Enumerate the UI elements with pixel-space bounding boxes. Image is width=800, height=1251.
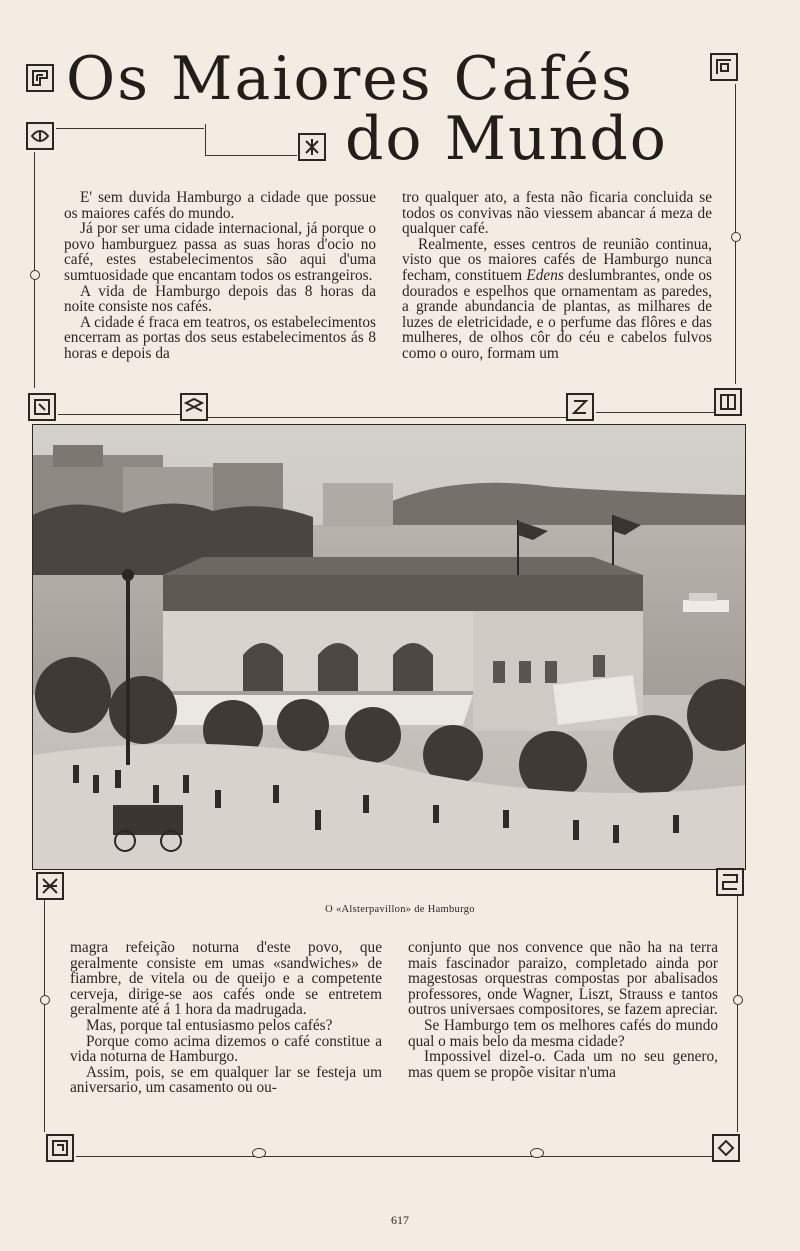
- ornament-corner-icon: [712, 1134, 740, 1162]
- ornament-bead-icon: [252, 1148, 266, 1158]
- ornament-corner-icon: [26, 64, 54, 92]
- ornament-rule: [205, 124, 206, 156]
- italic-term: Edens: [526, 266, 564, 284]
- paragraph: magra refeição noturna d'este povo, que geralmente consiste em umas «sandwiches» de fiambre, de vitela ou de queijo e a competente cerveja, dirige-se aos cafés onde se entretem geralmente até á 1 hora da madrugada.: [70, 939, 382, 1019]
- ornament-bead-icon: [30, 270, 40, 280]
- paragraph: Porque como acima dizemos o café constitue a vida noturna de Hamburgo.: [70, 1032, 382, 1066]
- paragraph: Se Hamburgo tem os melhores cafés do mundo qual o mais belo da mesma cidade?: [408, 1016, 718, 1050]
- paragraph: A cidade é fraca em teatros, os estabelecimentos encerram as portas dos seus estabelecimentos ás 8 horas e depois da: [64, 313, 376, 362]
- photo-alsterpavillon: [32, 424, 746, 870]
- page-number: 617: [391, 1213, 409, 1227]
- paragraph: conjunto que nos convence que não ha na terra mais fascinador paraizo, completado ainda por magestosas orquestras compostas por abalisados professores, onde Wagner, Liszt, Strauss e tantos outros universaes compositores, se fazem apreciar.: [408, 939, 718, 1019]
- page-title-line-2: do Mundo: [345, 104, 668, 174]
- ornament-bead-icon: [530, 1148, 544, 1158]
- ornament-corner-icon: [716, 868, 744, 896]
- ornament-bead-icon: [733, 995, 743, 1005]
- ornament-bead-icon: [40, 995, 50, 1005]
- ornament-corner-icon: [46, 1134, 74, 1162]
- text-column-bottom-left: [70, 940, 382, 1096]
- text-column-top-left: [64, 190, 376, 362]
- text-span: Realmente, esses centros de reunião continua, visto que os maiores cafés de Hamburgo nunca fecham, constituem: [402, 235, 712, 284]
- photo-caption: O «Alsterpavillon» de Hamburgo: [325, 904, 475, 915]
- ornament-corner-icon: [714, 388, 742, 416]
- ornament-rule: [208, 417, 566, 418]
- ornament-knot-icon: [180, 393, 208, 421]
- ornament-corner-icon: [36, 872, 64, 900]
- text-column-top-right: [402, 190, 712, 362]
- ornament-rule: [205, 155, 297, 156]
- ornament-rule: [737, 896, 738, 1132]
- ornament-rule: [56, 128, 204, 129]
- paragraph: tro qualquer ato, a festa não ficaria concluida se todos os convivas não viessem abancar á meza de qualquer café.: [402, 189, 712, 238]
- paragraph: Mas, porque tal entusiasmo pelos cafés?: [86, 1016, 333, 1034]
- ornament-rule: [596, 412, 714, 413]
- paragraph: A vida de Hamburgo depois das 8 horas da noite consiste nos cafés.: [64, 282, 376, 316]
- ornament-knot-icon: [298, 133, 326, 161]
- ornament-rule: [76, 1156, 712, 1157]
- ornament-rule: [58, 414, 180, 415]
- ornament-corner-icon: [710, 53, 738, 81]
- paragraph: Já por ser uma cidade internacional, já porque o povo hamburguez passa as suas horas d'ocio no café, estes estabelecimentos são aqui d'uma sumtuosidade que encantam todos os estrangeiros.: [64, 220, 376, 284]
- text-span: deslumbrantes, onde os dourados e espelhos que ornamentam as paredes, a grande abundancia de plantas, as milhares de luzes de eletricidade, e o perfume das flôres e das mulheres, de olhos côr do céu e cabelos fulvos como o ouro, formam um: [402, 266, 713, 362]
- paragraph: Assim, pois, se em qualquer lar se festeja um aniversario, um casamento ou ou-: [70, 1063, 382, 1097]
- paragraph: Impossivel dizel-o. Cada um no seu genero, mas quem se propõe visitar n'uma: [408, 1048, 718, 1081]
- text-column-bottom-right: [408, 940, 718, 1080]
- ornament-corner-icon: [28, 393, 56, 421]
- ornament-bead-icon: [731, 232, 741, 242]
- ornament-knot-icon: [566, 393, 594, 421]
- paragraph: E' sem duvida Hamburgo a cidade que possue os maiores cafés do mundo.: [64, 189, 376, 222]
- ornament-corner-icon: [26, 122, 54, 150]
- ornament-rule: [44, 900, 45, 1132]
- paragraph: [402, 237, 712, 362]
- page-title-line-1: Os Maiores Cafés: [66, 44, 634, 114]
